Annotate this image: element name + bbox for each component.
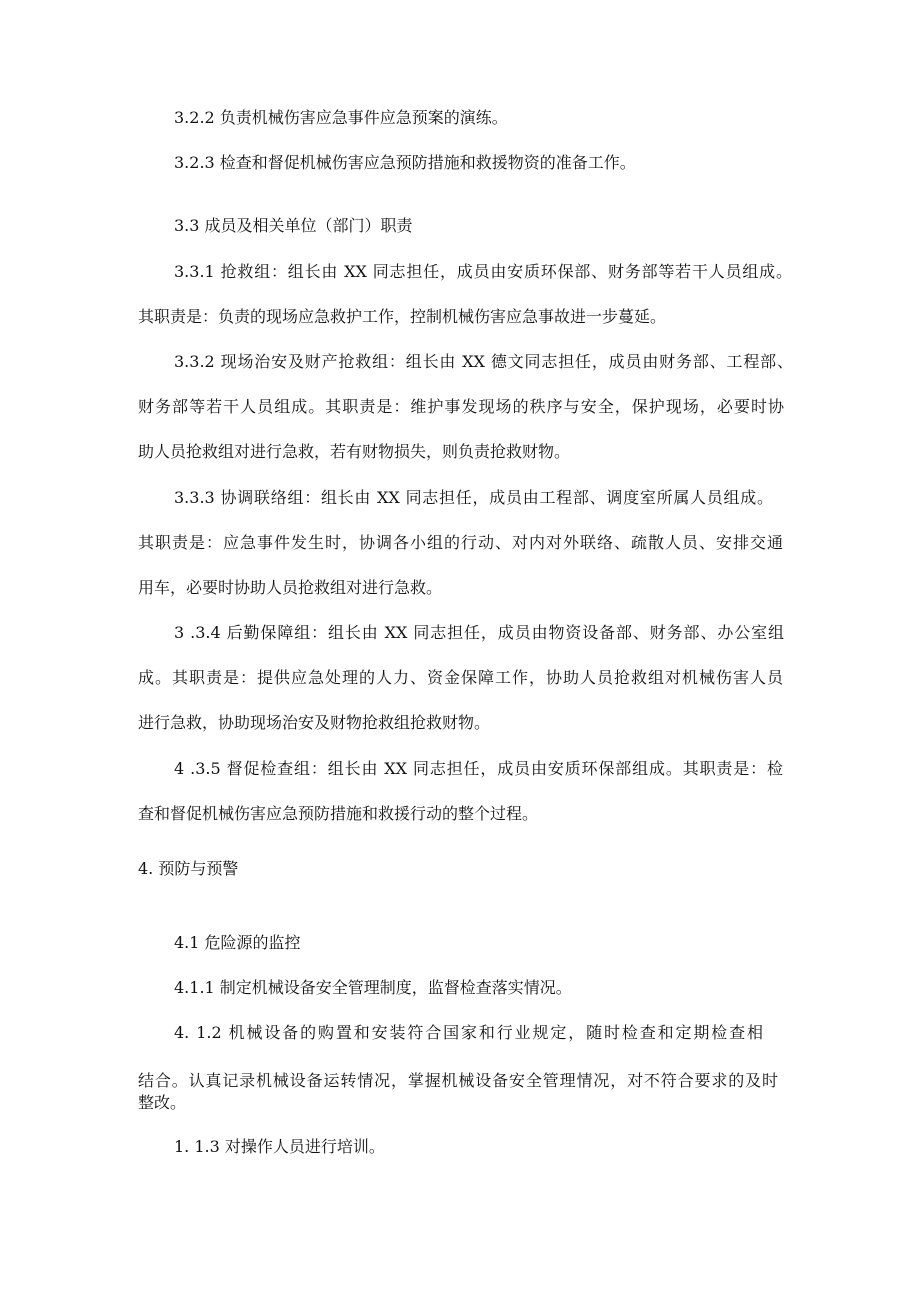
para-3-3-1-line-2: 其职责是：负责的现场应急救护工作，控制机械伤害应急事故进一步蔓延。 (138, 307, 667, 326)
para-3-3-2-line-2: 财务部等若干人员组成。其职责是：维护事发现场的秩序与安全，保护现场，必要时协 (138, 397, 784, 416)
para-3-3-5-line-2: 查和督促机械伤害应急预防措施和救援行动的整个过程。 (138, 804, 539, 823)
para-3-3-4-line-1: 3 .3.4 后勤保障组：组长由 XX 同志担任，成员由物资设备部、财务部、办公室组 (174, 623, 784, 642)
para-1-1-3: 1. 1.3 对操作人员进行培训。 (174, 1137, 385, 1156)
para-3-3-1-line-1: 3.3.1 抢救组：组长由 XX 同志担任，成员由安质环保部、财务部等若干人员组成。 (174, 262, 792, 281)
para-4-1-2-line-3: 整改。 (138, 1093, 187, 1112)
para-4-1-2-line-1: 4. 1.2 机械设备的购置和安装符合国家和行业规定，随时检查和定期检查相 (174, 1023, 763, 1042)
para-4-1-1: 4.1.1 制定机械设备安全管理制度，监督检查落实情况。 (174, 978, 572, 997)
para-3-2-3: 3.2.3 检查和督促机械伤害应急预防措施和救援物资的准备工作。 (174, 153, 636, 172)
heading-4-1: 4.1 危险源的监控 (174, 933, 301, 952)
para-3-3-5-line-1: 4 .3.5 督促检查组：组长由 XX 同志担任，成员由安质环保部组成。其职责是：检 (174, 759, 783, 778)
para-4-1-2-line-2: 结合。认真记录机械设备运转情况，掌握机械设备安全管理情况，对不符合要求的及时 (138, 1071, 778, 1090)
para-3-3-4-line-2: 成。其职责是：提供应急处理的人力、资金保障工作，协助人员抢救组对机械伤害人员 (138, 668, 783, 687)
para-3-2-2: 3.2.2 负责机械伤害应急事件应急预案的演练。 (174, 108, 508, 127)
heading-4: 4. 预防与预警 (138, 859, 239, 878)
para-3-3-3-line-2: 其职责是：应急事件发生时，协调各小组的行动、对内对外联络、疏散人员、安排交通 (138, 533, 783, 552)
para-3-3-2-line-3: 助人员抢救组对进行急救，若有财物损失，则负责抢救财物。 (138, 442, 571, 461)
para-3-3-4-line-3: 进行急救，协助现场治安及财物抢救组抢救财物。 (138, 713, 491, 732)
para-3-3-2-line-1: 3.3.2 现场治安及财产抢救组：组长由 XX 德文同志担任，成员由财务部、工程部、 (174, 352, 793, 371)
para-3-3-3-line-3: 用车，必要时协助人员抢救组对进行急救。 (138, 578, 443, 597)
para-3-3-3-line-1: 3.3.3 协调联络组：组长由 XX 同志担任，成员由工程部、调度室所属人员组成。 (174, 488, 773, 507)
heading-3-3: 3.3 成员及相关单位（部门）职责 (174, 216, 413, 235)
